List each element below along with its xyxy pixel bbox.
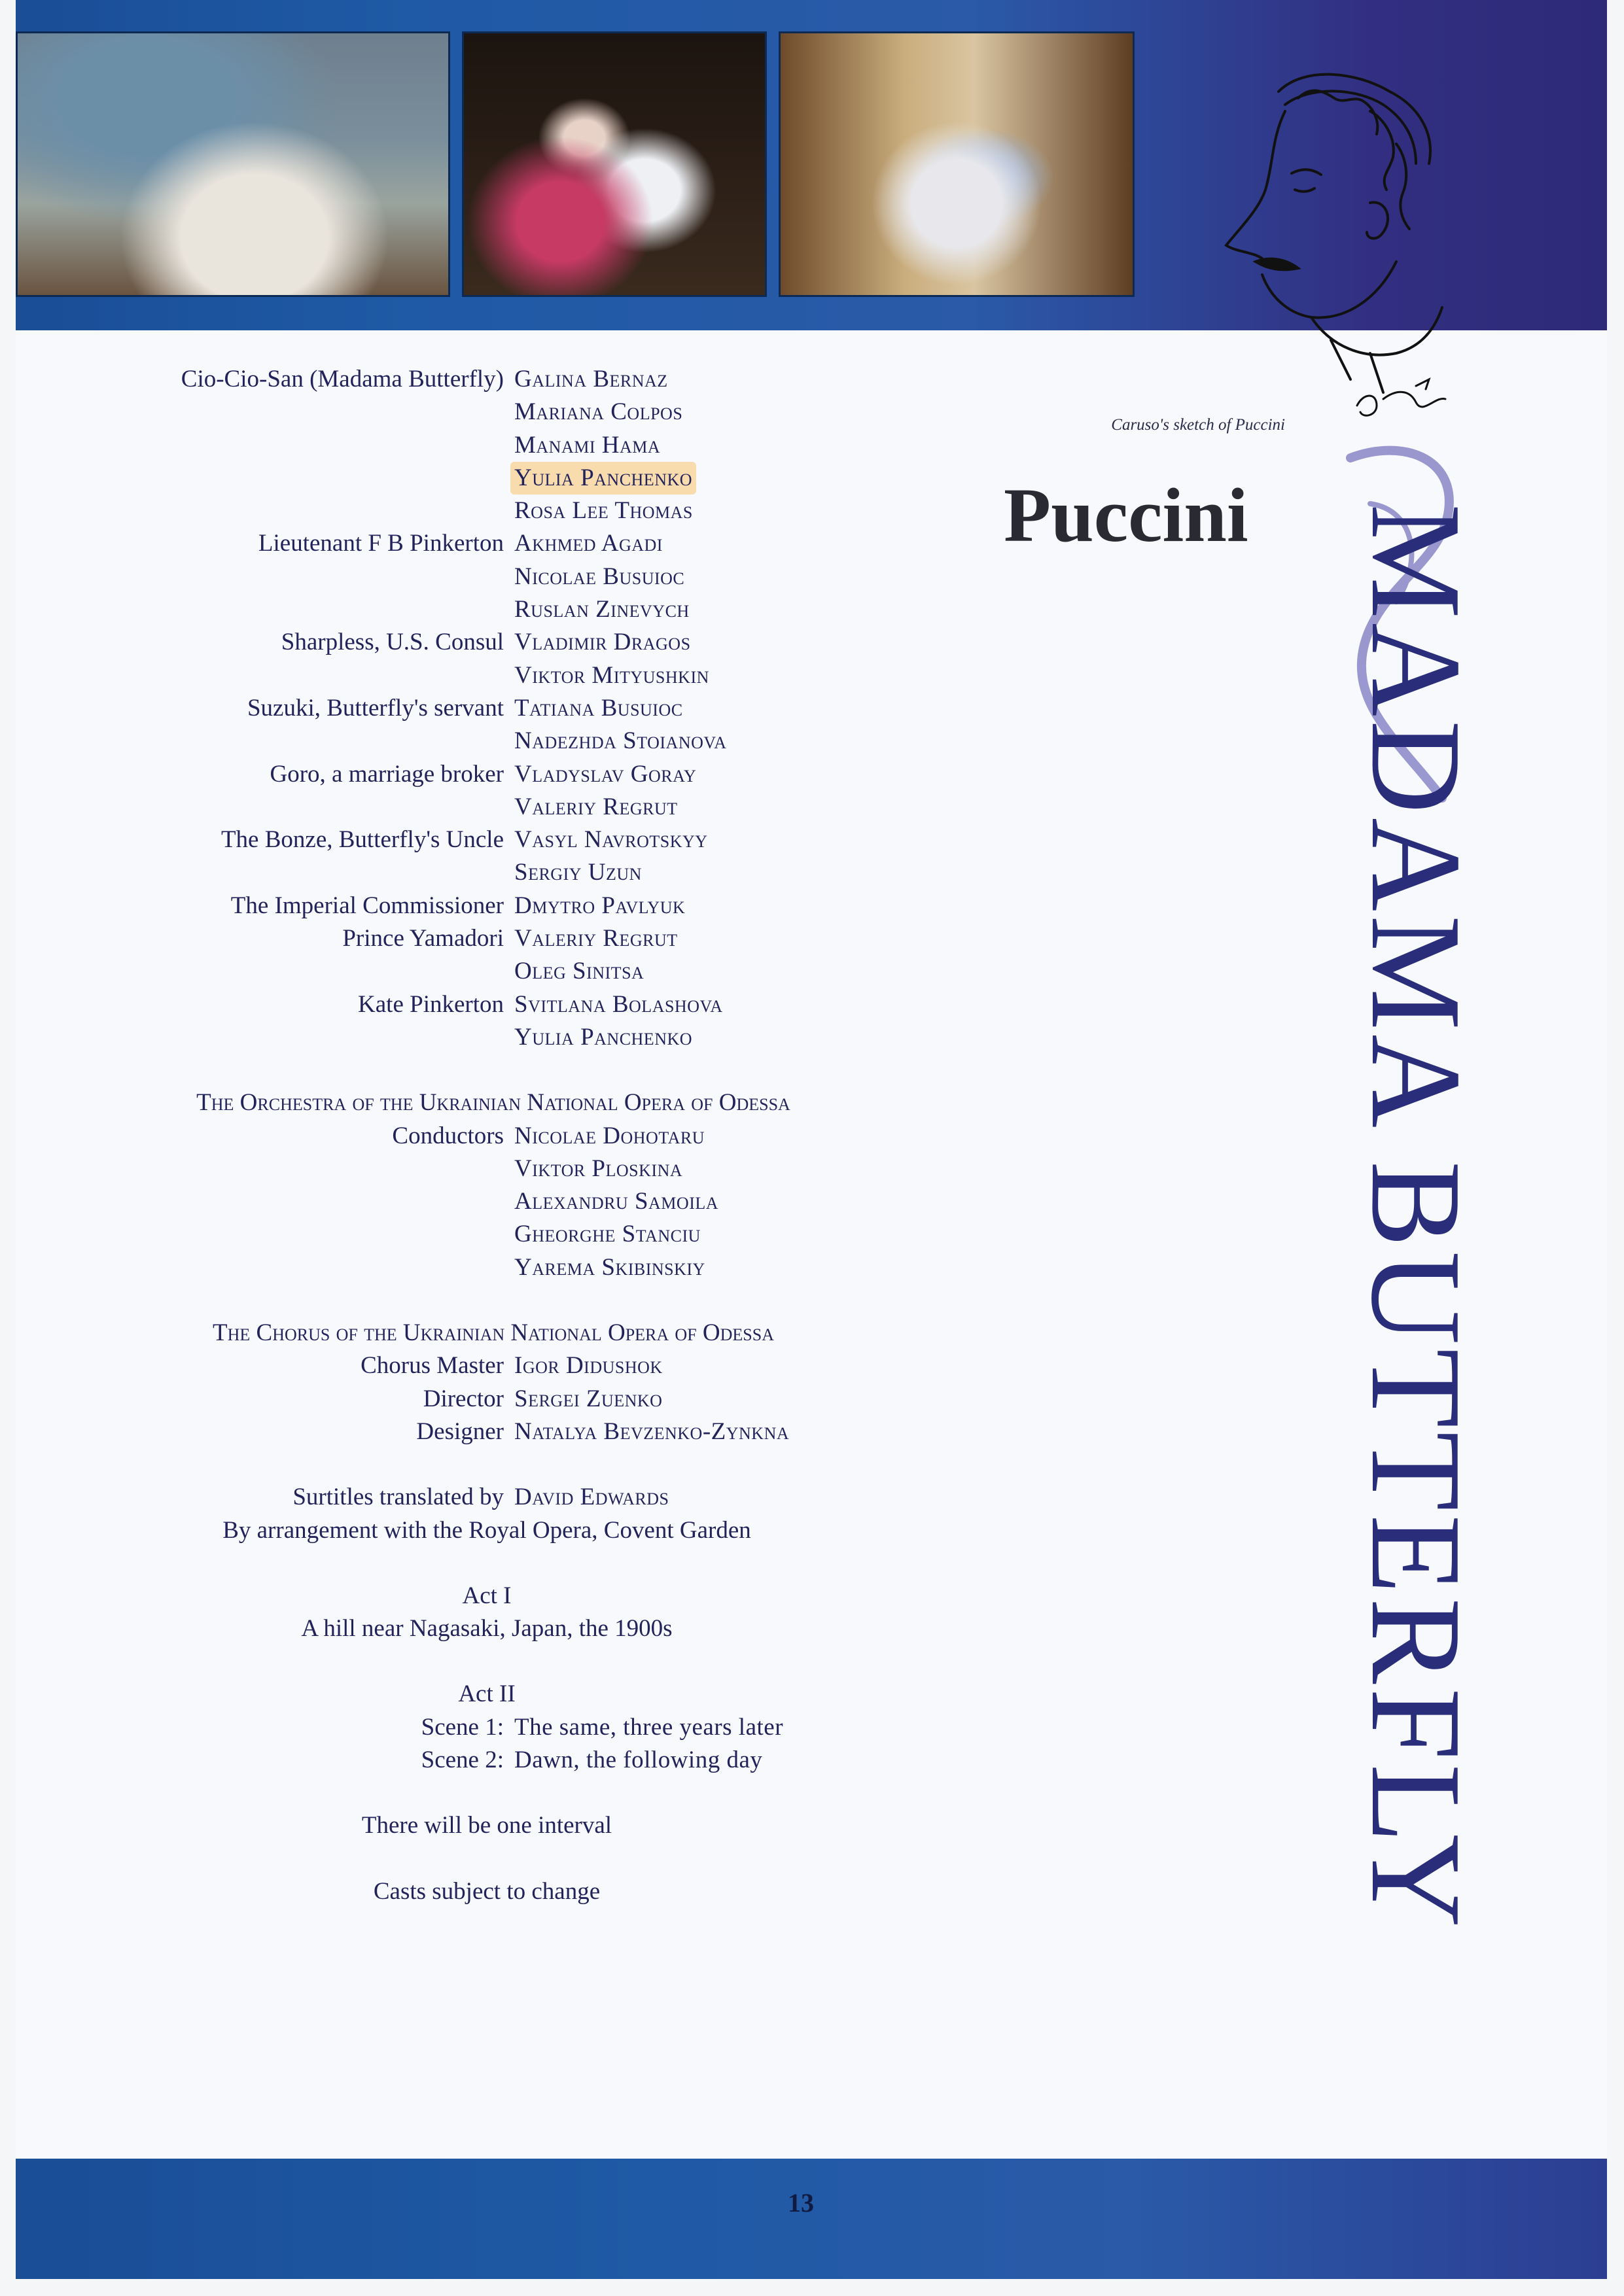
- cast-row: [16, 527, 932, 560]
- scene-text: The same, three years later: [514, 1713, 784, 1741]
- photo-butterfly-embrace: [779, 31, 1135, 297]
- role-label: Suzuki, Butterfly's servant: [247, 694, 504, 722]
- performer-name: David Edwards: [514, 1484, 669, 1511]
- cast-row: [16, 363, 932, 396]
- note-row: [16, 1875, 932, 1908]
- performer-name: Gheorghe Stanciu: [514, 1221, 701, 1248]
- performer-name: Vladimir Dragos: [514, 629, 691, 656]
- role-label: Lieutenant F B Pinkerton: [258, 530, 504, 557]
- cast-row: [16, 1185, 932, 1218]
- scene-label: Scene 1:: [421, 1713, 504, 1741]
- cast-row: [16, 1349, 932, 1382]
- scene-label: Scene 2:: [421, 1746, 504, 1773]
- role-label: Sharpless, U.S. Consul: [281, 629, 504, 656]
- orchestra-heading: The Orchestra of the Ukrainian National Opera of Odessa: [196, 1089, 790, 1117]
- opera-title-vertical: MADAMA BUTTERFLY: [1345, 504, 1488, 1932]
- performer-name: Yarema Skibinskiy: [514, 1253, 705, 1281]
- performer-name: Natalya Bevzenko-Zynkna: [514, 1418, 790, 1445]
- role-label: The Bonze, Butterfly's Uncle: [221, 826, 504, 854]
- cast-row: [16, 561, 932, 593]
- orchestra-heading-row: [16, 1087, 932, 1119]
- performer-name: Svitlana Bolashova: [514, 990, 723, 1018]
- act-row: [16, 1580, 932, 1612]
- bottom-band: [16, 2159, 1607, 2279]
- scene-row: [16, 1711, 932, 1744]
- cast-row: [16, 856, 932, 889]
- performer-name: Ruslan Zinevych: [514, 596, 690, 623]
- performer-name: Nicolae Busuioc: [514, 563, 685, 590]
- performer-name: Sergei Zuenko: [514, 1385, 663, 1412]
- highlighted-performer-name: Yulia Panchenko: [510, 462, 696, 495]
- performer-name: Galina Bernaz: [514, 366, 668, 392]
- cast-row: [16, 1218, 932, 1251]
- cast-row: [16, 495, 932, 527]
- act1-title: Act I: [462, 1582, 512, 1609]
- role-label: The Imperial Commissioner: [230, 892, 504, 919]
- cast-row: [16, 922, 932, 955]
- role-label: Goro, a marriage broker: [270, 760, 504, 788]
- role-label: Designer: [416, 1418, 504, 1445]
- performer-name: Vasyl Navrotskyy: [514, 826, 708, 854]
- cast-row: [16, 758, 932, 791]
- scene-row: [16, 1744, 932, 1777]
- cast-row: [16, 1251, 932, 1284]
- cast-row: [16, 593, 932, 626]
- cast-row: [16, 955, 932, 988]
- programme-page: [16, 0, 1607, 2279]
- performer-name: Tatiana Busuioc: [514, 694, 683, 722]
- role-label: Kate Pinkerton: [358, 990, 504, 1018]
- performer-name: Sergiy Uzun: [514, 859, 642, 886]
- cast-row: [16, 659, 932, 692]
- cast-row: [16, 824, 932, 856]
- cast-row: [16, 1416, 932, 1448]
- cast-row: [16, 1383, 932, 1416]
- interval-note: There will be one interval: [361, 1812, 612, 1839]
- performer-name: Mariana Colpos: [514, 398, 683, 426]
- cast-row: [16, 791, 932, 824]
- performer-name: Valeriy Regrut: [514, 925, 678, 952]
- cast-row: [16, 725, 932, 757]
- cast-row: [16, 429, 932, 462]
- performer-name: Oleg Sinitsa: [514, 958, 644, 985]
- performer-name: Akhmed Agadi: [514, 530, 663, 557]
- performer-name: Viktor Mityushkin: [514, 661, 709, 689]
- chorus-heading-row: [16, 1317, 932, 1349]
- performer-name: Alexandru Samoila: [514, 1188, 719, 1215]
- performer-name: Viktor Ploskina: [514, 1155, 683, 1182]
- cast-row: [16, 988, 932, 1021]
- role-label: Prince Yamadori: [342, 925, 504, 952]
- photo-chorus-scene: [16, 31, 450, 297]
- performer-name: Igor Didushok: [514, 1352, 663, 1380]
- role-label: Conductors: [392, 1122, 504, 1149]
- cast-row: [16, 1120, 932, 1153]
- performer-name: Dmytro Pavlyuk: [514, 892, 686, 919]
- cast-list: [16, 363, 932, 1908]
- cast-row: [16, 1481, 932, 1514]
- cast-row: [16, 396, 932, 428]
- act-row: [16, 1678, 932, 1711]
- arrangement-note: By arrangement with the Royal Opera, Covent Garden: [222, 1516, 751, 1544]
- sketch-caption: Caruso's sketch of Puccini: [1111, 416, 1285, 434]
- role-label: Cio-Cio-San (Madama Butterfly): [181, 366, 504, 392]
- cast-row: [16, 1153, 932, 1185]
- composer-name: Puccini: [1004, 472, 1248, 558]
- photo-butterfly-with-sailor-boy: [462, 31, 767, 297]
- role-label: Director: [423, 1385, 504, 1412]
- cast-row: [16, 462, 932, 495]
- role-label: Surtitles translated by: [292, 1484, 504, 1511]
- caruso-sketch-of-puccini: [1200, 65, 1501, 458]
- cast-row: [16, 890, 932, 922]
- role-label: Chorus Master: [361, 1352, 504, 1380]
- performer-name: Valeriy Regrut: [514, 793, 678, 820]
- performer-name: Vladyslav Goray: [514, 760, 697, 788]
- act1-setting: A hill near Nagasaki, Japan, the 1900s: [301, 1615, 673, 1643]
- cast-row: [16, 692, 932, 725]
- performer-name: Manami Hama: [514, 431, 661, 459]
- performer-name: Nadezhda Stoianova: [514, 727, 727, 755]
- act2-title: Act II: [458, 1680, 516, 1708]
- cast-row: [16, 626, 932, 659]
- chorus-heading: The Chorus of the Ukrainian National Opera of Odessa: [213, 1319, 774, 1347]
- cast-row: [16, 1021, 932, 1054]
- act-row: [16, 1612, 932, 1645]
- performer-name: Yulia Panchenko: [514, 1023, 693, 1051]
- page-number: 13: [788, 2188, 814, 2218]
- note-row: [16, 1809, 932, 1842]
- performer-name: Rosa Lee Thomas: [514, 497, 693, 525]
- casts-change-note: Casts subject to change: [373, 1877, 601, 1905]
- performer-name: Nicolae Dohotaru: [514, 1122, 705, 1149]
- scene-text: Dawn, the following day: [514, 1746, 763, 1773]
- arrangement-row: [16, 1514, 932, 1547]
